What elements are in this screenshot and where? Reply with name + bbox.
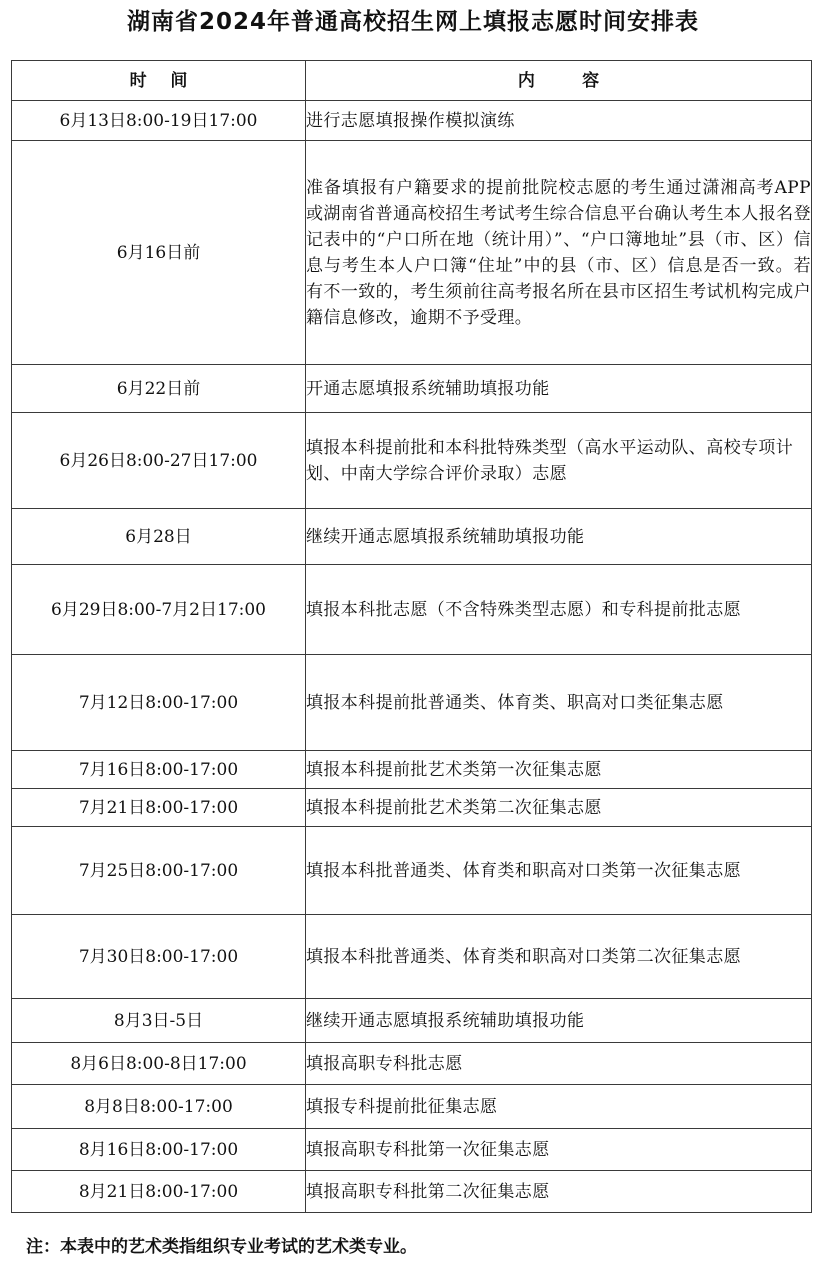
table-row — [12, 1085, 812, 1129]
content-cell: 准备填报有户籍要求的提前批院校志愿的考生通过潇湘高考APP或湖南省普通高校招生考试考生综合信息平台确认考生本人报名登记表中的“户口所在地（统计用）”、“户口簿地址”县（市、区）信息与考生本人户口簿“住址”中的县（市、区）信息是否一致。若有不一致的，考生须前往高考报名所在县市区招生考试机构完成户籍信息修改，逾期不予受理。 — [306, 141, 812, 365]
table-row — [12, 999, 812, 1043]
table-row — [12, 1171, 812, 1213]
table-row — [12, 827, 812, 915]
time-cell: 8月8日8:00-17:00 — [12, 1085, 306, 1129]
time-column-header: 时 间 — [12, 61, 306, 101]
page-title: 湖南省2024年普通高校招生网上填报志愿时间安排表 — [126, 9, 699, 35]
content-cell: 填报本科提前批艺术类第二次征集志愿 — [306, 789, 812, 827]
table-row — [12, 141, 812, 365]
table-row — [12, 565, 812, 655]
content-cell: 填报本科批普通类、体育类和职高对口类第一次征集志愿 — [306, 827, 812, 915]
content-column-header: 内 容 — [306, 61, 812, 101]
content-cell: 填报高职专科批第一次征集志愿 — [306, 1129, 812, 1171]
table-row — [12, 509, 812, 565]
table-row — [12, 365, 812, 413]
content-cell: 填报本科提前批艺术类第一次征集志愿 — [306, 751, 812, 789]
table-header-row — [12, 61, 812, 101]
time-cell: 7月21日8:00-17:00 — [12, 789, 306, 827]
content-cell: 填报高职专科批第二次征集志愿 — [306, 1171, 812, 1213]
time-cell: 7月25日8:00-17:00 — [12, 827, 306, 915]
time-cell: 8月6日8:00-8日17:00 — [12, 1043, 306, 1085]
time-cell: 6月16日前 — [12, 141, 306, 365]
content-cell: 继续开通志愿填报系统辅助填报功能 — [306, 999, 812, 1043]
table-row — [12, 101, 812, 141]
schedule-table — [11, 60, 812, 1213]
table-row — [12, 413, 812, 509]
footnote: 注：本表中的艺术类指组织专业考试的艺术类专业。 — [26, 1237, 417, 1257]
content-cell: 开通志愿填报系统辅助填报功能 — [306, 365, 812, 413]
content-cell: 填报本科提前批普通类、体育类、职高对口类征集志愿 — [306, 655, 812, 751]
time-cell: 7月12日8:00-17:00 — [12, 655, 306, 751]
time-cell: 8月16日8:00-17:00 — [12, 1129, 306, 1171]
table-row — [12, 789, 812, 827]
content-cell: 填报专科提前批征集志愿 — [306, 1085, 812, 1129]
table-row — [12, 915, 812, 999]
content-cell: 填报本科提前批和本科批特殊类型（高水平运动队、高校专项计划、中南大学综合评价录取）志愿 — [306, 413, 812, 509]
time-cell: 6月26日8:00-27日17:00 — [12, 413, 306, 509]
time-cell: 7月16日8:00-17:00 — [12, 751, 306, 789]
content-cell: 填报高职专科批志愿 — [306, 1043, 812, 1085]
time-cell: 6月28日 — [12, 509, 306, 565]
time-cell: 6月29日8:00-7月2日17:00 — [12, 565, 306, 655]
table-row — [12, 655, 812, 751]
content-cell: 进行志愿填报操作模拟演练 — [306, 101, 812, 141]
time-cell: 6月13日8:00-19日17:00 — [12, 101, 306, 141]
time-cell: 8月3日-5日 — [12, 999, 306, 1043]
time-cell: 8月21日8:00-17:00 — [12, 1171, 306, 1213]
table-row — [12, 1129, 812, 1171]
table-row — [12, 751, 812, 789]
table-row — [12, 1043, 812, 1085]
content-cell: 填报本科批普通类、体育类和职高对口类第二次征集志愿 — [306, 915, 812, 999]
content-cell: 填报本科批志愿（不含特殊类型志愿）和专科提前批志愿 — [306, 565, 812, 655]
content-cell: 继续开通志愿填报系统辅助填报功能 — [306, 509, 812, 565]
time-cell: 7月30日8:00-17:00 — [12, 915, 306, 999]
time-cell: 6月22日前 — [12, 365, 306, 413]
